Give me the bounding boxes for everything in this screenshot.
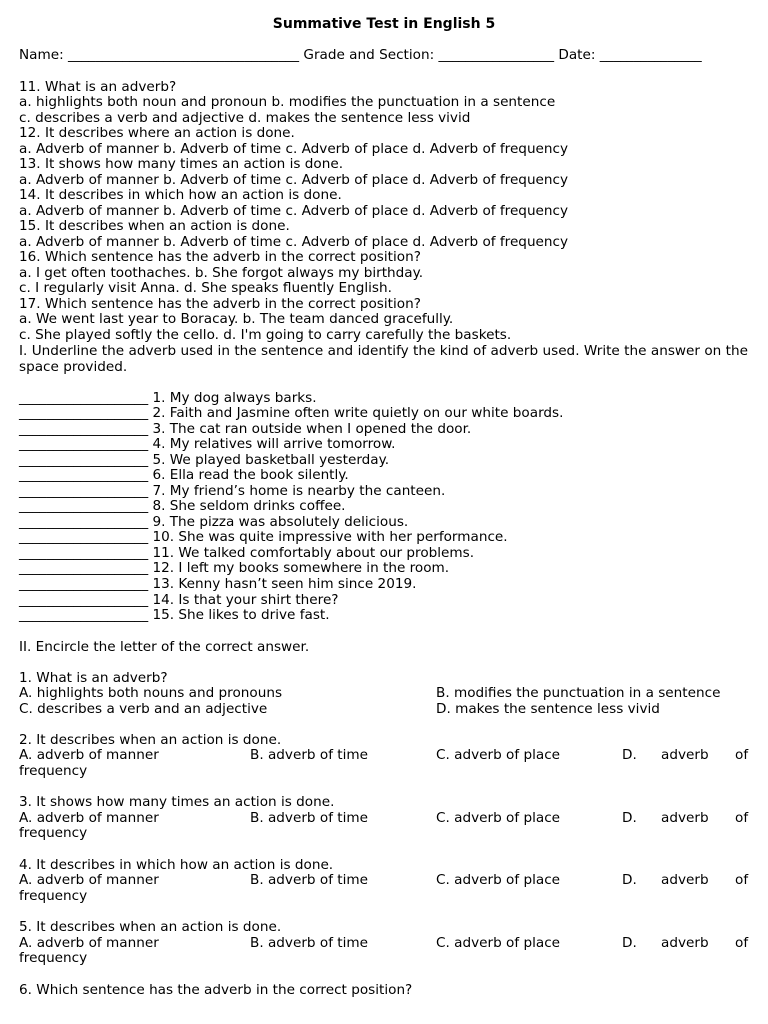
choice-c: C. describes a verb and an adjective <box>19 701 268 717</box>
choice-b: B. adverb of time <box>250 747 369 763</box>
answer-item: ___________________ 2. Faith and Jasmine often write quietly on our white boards. <box>19 405 564 421</box>
question-line: 11. What is an adverb? <box>19 79 177 95</box>
answer-item: ___________________ 4. My relatives will arrive tomorrow. <box>19 436 396 452</box>
choice-c: C. adverb of place <box>436 872 561 888</box>
question-stem: 3. It shows how many times an action is done. <box>19 794 335 810</box>
choice-b: B. adverb of time <box>250 935 369 951</box>
question-line: 15. It describes when an action is done. <box>19 218 290 234</box>
choice-d-word: adverb <box>661 872 709 888</box>
choice-b: B. modifies the punctuation in a sentence <box>436 685 721 701</box>
answer-item: ___________________ 11. We talked comfortably about our problems. <box>19 545 475 561</box>
question-stem: 1. What is an adverb? <box>19 670 168 686</box>
answer-item: ___________________ 14. Is that your shirt there? <box>19 592 339 608</box>
answer-item: ___________________ 10. She was quite impressive with her performance. <box>19 529 508 545</box>
question-line: 12. It describes where an action is done. <box>19 125 295 141</box>
answer-item: ___________________ 12. I left my books somewhere in the room. <box>19 560 450 576</box>
question-line: 17. Which sentence has the adverb in the correct position? <box>19 296 421 312</box>
question-line: a. Adverb of manner b. Adverb of time c. Adverb of place d. Adverb of frequency <box>19 141 569 157</box>
part1-instruction: I. Underline the adverb used in the sentence and identify the kind of adverb used. Write the answer on the space provided. <box>19 343 748 375</box>
question-stem: 5. It describes when an action is done. <box>19 919 282 935</box>
question-line: a. I get often toothaches. b. She forgot always my birthday. <box>19 265 424 281</box>
part2-instruction: II. Encircle the letter of the correct answer. <box>19 639 310 655</box>
choice-d: D. <box>622 810 637 826</box>
question-line: a. We went last year to Boracay. b. The team danced gracefully. <box>19 311 454 327</box>
answer-item: ___________________ 5. We played basketball yesterday. <box>19 452 390 468</box>
choice-d-word: adverb <box>661 747 709 763</box>
choice-d: D. <box>622 872 637 888</box>
choice-d-continued: frequency <box>19 888 88 904</box>
answer-item: ___________________ 8. She seldom drinks coffee. <box>19 498 346 514</box>
question-line: c. I regularly visit Anna. d. She speaks fluently English. <box>19 280 392 296</box>
choice-d-word: of <box>735 935 749 951</box>
question-line: c. She played softly the cello. d. I'm going to carry carefully the baskets. <box>19 327 512 343</box>
answer-item: ___________________ 15. She likes to drive fast. <box>19 607 330 623</box>
choice-b: B. adverb of time <box>250 810 369 826</box>
choice-d-continued: frequency <box>19 950 88 966</box>
answer-item: ___________________ 7. My friend’s home is nearby the canteen. <box>19 483 446 499</box>
answer-item: ___________________ 13. Kenny hasn’t seen him since 2019. <box>19 576 417 592</box>
choice-c: C. adverb of place <box>436 810 561 826</box>
choice-a: A. highlights both nouns and pronouns <box>19 685 283 701</box>
document-title: Summative Test in English 5 <box>272 16 496 32</box>
question-line: a. Adverb of manner b. Adverb of time c. Adverb of place d. Adverb of frequency <box>19 203 569 219</box>
choice-d-continued: frequency <box>19 763 88 779</box>
question-stem: 4. It describes in which how an action is done. <box>19 857 334 873</box>
choice-a: A. adverb of manner <box>19 810 159 826</box>
answer-item: ___________________ 1. My dog always barks. <box>19 390 317 406</box>
answer-item: ___________________ 6. Ella read the book silently. <box>19 467 349 483</box>
choice-d-word: adverb <box>661 810 709 826</box>
choice-d-continued: frequency <box>19 825 88 841</box>
choice-d-word: adverb <box>661 935 709 951</box>
choice-d-word: of <box>735 747 749 763</box>
choice-b: B. adverb of time <box>250 872 369 888</box>
answer-item: ___________________ 9. The pizza was absolutely delicious. <box>19 514 409 530</box>
student-info-line: Name: __________________________________ Grade and Section: _________________ Date: _______________ <box>19 47 702 63</box>
choice-d: D. makes the sentence less vivid <box>436 701 660 717</box>
choice-d-word: of <box>735 810 749 826</box>
question-line: a. Adverb of manner b. Adverb of time c. Adverb of place d. Adverb of frequency <box>19 234 569 250</box>
question-stem: 6. Which sentence has the adverb in the correct position? <box>19 982 413 998</box>
question-line: a. highlights both noun and pronoun b. modifies the punctuation in a sentence <box>19 94 556 110</box>
question-stem: 2. It describes when an action is done. <box>19 732 282 748</box>
choice-a: A. adverb of manner <box>19 747 159 763</box>
question-line: 14. It describes in which how an action is done. <box>19 187 342 203</box>
choice-a: A. adverb of manner <box>19 872 159 888</box>
question-line: 16. Which sentence has the adverb in the correct position? <box>19 249 421 265</box>
choice-d: D. <box>622 935 637 951</box>
choice-c: C. adverb of place <box>436 747 561 763</box>
choice-a: A. adverb of manner <box>19 935 159 951</box>
choice-d-word: of <box>735 872 749 888</box>
choice-d: D. <box>622 747 637 763</box>
question-line: 13. It shows how many times an action is done. <box>19 156 344 172</box>
question-line: c. describes a verb and adjective d. makes the sentence less vivid <box>19 110 471 126</box>
choice-c: C. adverb of place <box>436 935 561 951</box>
answer-item: ___________________ 3. The cat ran outside when I opened the door. <box>19 421 472 437</box>
question-line: a. Adverb of manner b. Adverb of time c. Adverb of place d. Adverb of frequency <box>19 172 569 188</box>
